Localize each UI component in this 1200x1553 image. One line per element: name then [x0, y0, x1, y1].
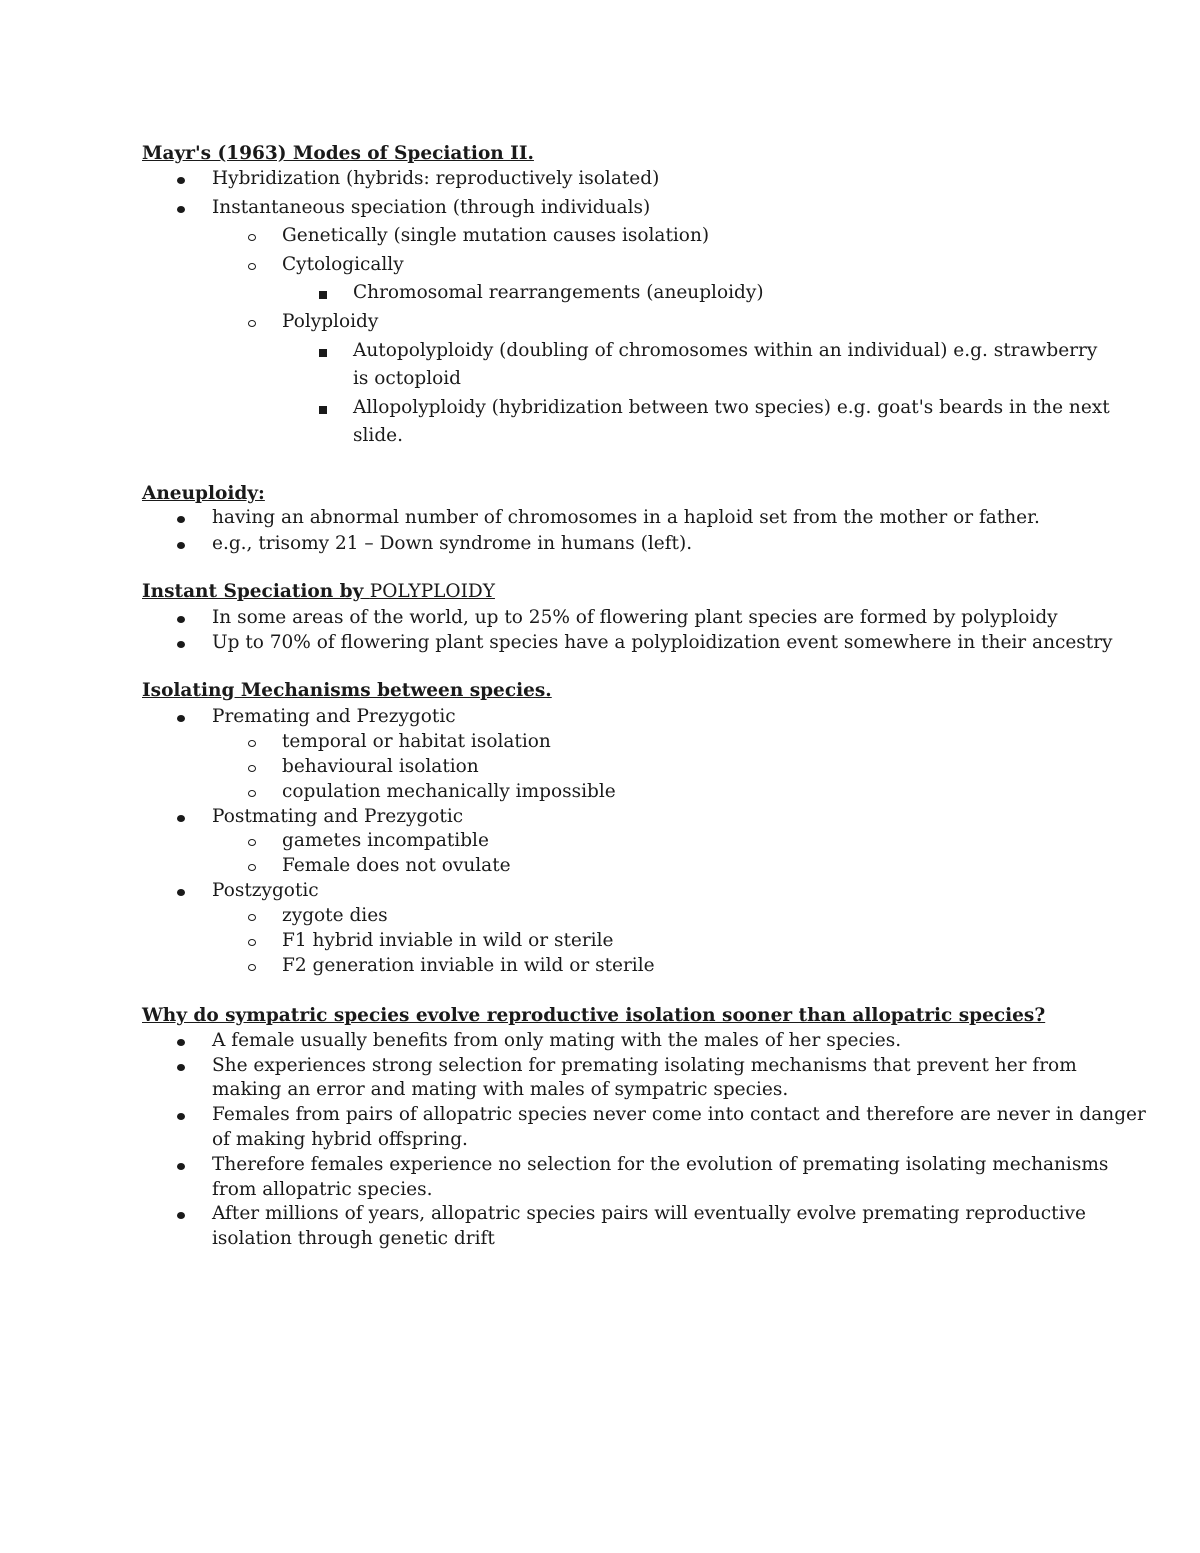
bullet-square-icon: [319, 349, 327, 357]
bullet-hollow-icon: [248, 234, 256, 241]
list-item: Females from pairs of allopatric species never come into contact and therefore are never in danger: [212, 1104, 1146, 1125]
list-item: Female does not ovulate: [282, 855, 511, 876]
list-item: A female usually benefits from only mating with the males of her species.: [212, 1030, 902, 1051]
bullet-filled-icon: [177, 1113, 185, 1120]
list-item: After millions of years, allopatric species pairs will eventually evolve premating reproductive: [212, 1203, 1086, 1224]
list-item: Instantaneous speciation (through individuals): [212, 197, 651, 218]
list-item: Chromosomal rearrangements (aneuploidy): [353, 282, 764, 303]
list-item: Polyploidy: [282, 311, 379, 332]
bullet-filled-icon: [177, 177, 185, 184]
bullet-hollow-icon: [248, 939, 256, 946]
list-item: Genetically (single mutation causes isolation): [282, 225, 710, 246]
list-item: Autopolyploidy (doubling of chromosomes within an individual) e.g. strawberry: [353, 340, 1098, 361]
list-item-continuation: from allopatric species.: [212, 1179, 433, 1200]
bullet-hollow-icon: [248, 790, 256, 797]
heading-aneuploidy: Aneuploidy:: [142, 483, 265, 504]
list-item-continuation: is octoploid: [353, 368, 462, 389]
list-item: In some areas of the world, up to 25% of flowering plant species are formed by polyploidy: [212, 607, 1058, 628]
list-item: Premating and Prezygotic: [212, 706, 456, 727]
bullet-hollow-icon: [248, 914, 256, 921]
list-item: zygote dies: [282, 905, 388, 926]
bullet-filled-icon: [177, 1039, 185, 1046]
list-item: F1 hybrid inviable in wild or sterile: [282, 930, 614, 951]
list-item: e.g., trisomy 21 – Down syndrome in humans (left).: [212, 533, 693, 554]
list-item: Hybridization (hybrids: reproductively isolated): [212, 168, 660, 189]
bullet-filled-icon: [177, 542, 185, 549]
list-item-continuation: isolation through genetic drift: [212, 1228, 495, 1249]
bullet-filled-icon: [177, 889, 185, 896]
list-item: copulation mechanically impossible: [282, 781, 616, 802]
list-item: gametes incompatible: [282, 830, 489, 851]
list-item: behavioural isolation: [282, 756, 479, 777]
heading-sympatric-question: Why do sympatric species evolve reproductive isolation sooner than allopatric species?: [142, 1005, 1046, 1026]
bullet-filled-icon: [177, 516, 185, 523]
list-item-continuation: making an error and mating with males of sympatric species.: [212, 1079, 789, 1100]
bullet-square-icon: [319, 406, 327, 414]
bullet-filled-icon: [177, 1163, 185, 1170]
heading-isolating-mechanisms: Isolating Mechanisms between species.: [142, 680, 552, 701]
heading-normal-part: POLYPLOIDY: [369, 581, 495, 602]
list-item: Up to 70% of flowering plant species have a polyploidization event somewhere in their ancestry: [212, 632, 1113, 653]
list-item-continuation: slide.: [353, 425, 403, 446]
list-item: Cytologically: [282, 254, 404, 275]
bullet-filled-icon: [177, 715, 185, 722]
bullet-square-icon: [319, 291, 327, 299]
heading-bold-part: Instant Speciation by: [142, 581, 370, 602]
bullet-filled-icon: [177, 1212, 185, 1219]
list-item-continuation: of making hybrid offspring.: [212, 1129, 468, 1150]
list-item: having an abnormal number of chromosomes in a haploid set from the mother or father.: [212, 507, 1040, 528]
bullet-filled-icon: [177, 1064, 185, 1071]
heading-instant-speciation: [142, 581, 495, 602]
bullet-hollow-icon: [248, 263, 256, 270]
bullet-filled-icon: [177, 616, 185, 623]
heading-modes-of-speciation: Mayr's (1963) Modes of Speciation II.: [142, 143, 534, 164]
bullet-filled-icon: [177, 815, 185, 822]
bullet-filled-icon: [177, 641, 185, 648]
list-item: Therefore females experience no selection for the evolution of premating isolating mechanisms: [212, 1154, 1109, 1175]
list-item: Postmating and Prezygotic: [212, 806, 464, 827]
bullet-filled-icon: [177, 206, 185, 213]
list-item: She experiences strong selection for premating isolating mechanisms that prevent her from: [212, 1055, 1077, 1076]
bullet-hollow-icon: [248, 320, 256, 327]
bullet-hollow-icon: [248, 964, 256, 971]
list-item: temporal or habitat isolation: [282, 731, 551, 752]
list-item: F2 generation inviable in wild or sterile: [282, 955, 655, 976]
bullet-hollow-icon: [248, 839, 256, 846]
bullet-hollow-icon: [248, 740, 256, 747]
bullet-hollow-icon: [248, 864, 256, 871]
bullet-hollow-icon: [248, 765, 256, 772]
list-item: Postzygotic: [212, 880, 319, 901]
list-item: Allopolyploidy (hybridization between two species) e.g. goat's beards in the next: [353, 397, 1110, 418]
